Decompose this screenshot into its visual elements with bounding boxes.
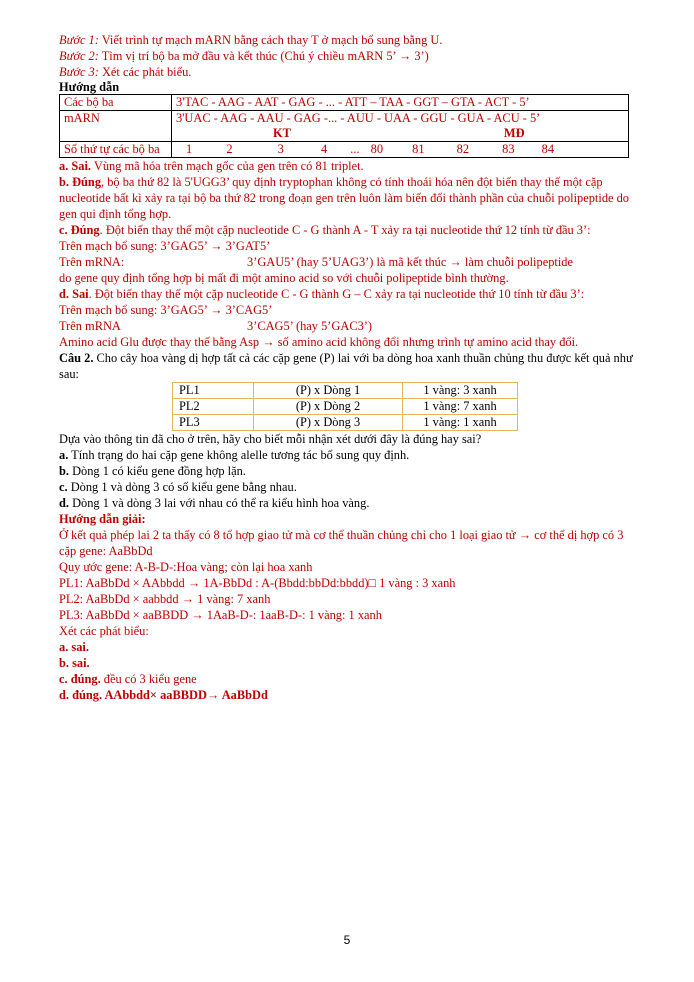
mrna-sequence: 3'UAC - AAG - AAU - GAG -... - AUU - UAA - GGU - GUA - ACU - 5’ [176, 111, 541, 125]
cross-results-table [172, 382, 518, 431]
solution-a: a. sai. [59, 640, 89, 654]
table-row [173, 415, 518, 431]
step-1: Bước 1: Viết trình tự mạch mARN bằng cách thay T ở mạch bổ sung bằng U. [59, 33, 443, 47]
solution-line: PL2: AaBbDd × aabbdd → 1 vàng: 7 xanh [59, 592, 271, 606]
answer-d-line-3: Amino acid Glu được thay thế bằng Asp → số amino acid không đổi nhưng trình tự amino acid thay đổi. [59, 335, 579, 349]
table-row [60, 111, 629, 142]
solution-b: b. sai. [59, 656, 90, 670]
stop-marker: KT [273, 126, 291, 140]
table-row [173, 383, 518, 399]
answer-c-line-1: Trên mạch bổ sung: 3’GAG5’ → 3’GAT5’ [59, 239, 271, 253]
table-row [60, 95, 629, 111]
cross-parents: (P) x Dòng 3 [254, 415, 403, 431]
start-marker: MĐ [503, 126, 525, 140]
cross-id: PL2 [173, 399, 254, 415]
codon-numbers [172, 142, 629, 158]
row-label: Số thứ tự các bộ ba [60, 142, 172, 158]
question-2-prompt: Dựa vào thông tin đã cho ở trên, hãy cho biết mỗi nhận xét dưới đây là đúng hay sai? [59, 432, 482, 446]
answer-c-line-3: do gene quy định tổng hợp bị mất đi một amino acid so với chuỗi polipeptide bình thường. [59, 271, 509, 285]
cross-result: 1 vàng: 7 xanh [403, 399, 518, 415]
solution-section [59, 511, 637, 703]
row-value [172, 111, 629, 142]
answer-c: c. Đúng. Đột biến thay thế một cặp nucleotide C - G thành A - T xảy ra tại nucleotide thứ 12 tính từ đầu 3’: [59, 223, 591, 237]
guide-title: Hướng dẫn [59, 80, 120, 94]
codon-table [59, 94, 629, 158]
row-label: mARN [60, 111, 172, 142]
cross-id: PL1 [173, 383, 254, 399]
cross-id: PL3 [173, 415, 254, 431]
solution-d: d. đúng. AAbbdd× aaBBDD→ AaBbDd [59, 688, 268, 702]
codon-number: 3 [277, 142, 284, 156]
answer-a: a. Sai. Vùng mã hóa trên mạch gốc của gen trên có 81 triplet. [59, 159, 364, 173]
cross-result: 1 vàng: 3 xanh [403, 383, 518, 399]
solution-c: c. đúng. đều có 3 kiểu gene [59, 672, 197, 686]
answer-b: b. Đúng, bộ ba thứ 82 là 5'UGG3’ quy định tryptophan không có tính thoái hóa nên đột biến thay thế một cặp nucleotide bất kì xảy ra tại bộ ba thứ 82 trong đoạn gen trên luôn làm biến đổi thành phần của chuỗi polipeptide do gen qui định tổng hợp. [59, 175, 629, 221]
page-number: 5 [343, 933, 351, 947]
solution-line: Xét các phát biểu: [59, 624, 149, 638]
row-label: Các bộ ba [60, 95, 172, 111]
step-2: Bước 2: Tìm vị trí bộ ba mở đầu và kết thúc (Chú ý chiều mARN 5’ → 3’) [59, 49, 429, 63]
solution-line: PL1: AaBbDd × AAbbdd → 1A-BbDd : A-(Bbdd:bbDd:bbdd)□ 1 vàng : 3 xanh [59, 576, 456, 590]
answer-d: d. Sai. Đột biến thay thế một cặp nucleotide C - G thành G – C xảy ra tại nucleotide thứ 10 tính từ đầu 3’: [59, 287, 585, 301]
answer-d-line-1: Trên mạch bổ sung: 3’GAG5’ → 3’CAG5’ [59, 303, 273, 317]
codon-number: 80 [370, 142, 384, 156]
codon-number: 82 [456, 142, 470, 156]
step-3: Bước 3: Xét các phát biểu. [59, 65, 192, 79]
codon-number: 1 [186, 142, 193, 156]
cross-parents: (P) x Dòng 1 [254, 383, 403, 399]
option-d: d. Dòng 1 và dòng 3 lai với nhau có thể ra kiểu hình hoa vàng. [59, 496, 370, 510]
document-page [59, 32, 637, 703]
table-row [60, 142, 629, 158]
table-row [173, 399, 518, 415]
cross-parents: (P) x Dòng 2 [254, 399, 403, 415]
cross-result: 1 vàng: 1 xanh [403, 415, 518, 431]
answer-d-line-2: Trên mRNA 3’CAG5’ (hay 5’GAC3’) [59, 319, 373, 333]
answer-c-line-2: Trên mRNA: 3’GAU5’ (hay 5’UAG3’) là mã kết thúc → làm chuỗi polipeptide [59, 255, 573, 269]
codon-number: 4 [320, 142, 328, 156]
codon-number: 81 [412, 142, 425, 156]
solution-line: Ở kết quả phép lai 2 ta thấy có 8 tổ hợp giao tử mà cơ thể thuần chủng chỉ cho 1 loại giao tử → cơ thể dị hợp có 3 cặp gene: AaBbDd [59, 528, 624, 558]
solution-line: PL3: AaBbDd × aaBBDD → 1AaB-D-: 1aaB-D-: 1 vàng: 1 xanh [59, 608, 382, 622]
solution-title: Hướng dẫn giải: [59, 512, 146, 526]
codon-number: ... [350, 142, 360, 156]
codon-number: 83 [502, 142, 515, 156]
option-c: c. Dòng 1 và dòng 3 có số kiểu gene bằng nhau. [59, 480, 297, 494]
question-2: Câu 2. Cho cây hoa vàng dị hợp tất cả các cặp gene (P) lai với ba dòng hoa xanh thuần chủng thu được kết quả như sau: [59, 351, 633, 381]
option-a: a. Tính trạng do hai cặp gene không alelle tương tác bổ sung quy định. [59, 448, 410, 462]
codon-number: 84 [541, 142, 555, 156]
option-b: b. Dòng 1 có kiểu gene đồng hợp lặn. [59, 464, 246, 478]
codon-markers [176, 126, 624, 141]
codon-number: 2 [226, 142, 233, 156]
answers-section-1 [59, 158, 637, 350]
row-value: 3'TAC - AAG - AAT - GAG - ... - ATT – TAA - GGT – GTA - ACT - 5’ [172, 95, 629, 111]
solution-line: Quy ước gene: A-B-D-:Hoa vàng; còn lại hoa xanh [59, 560, 313, 574]
